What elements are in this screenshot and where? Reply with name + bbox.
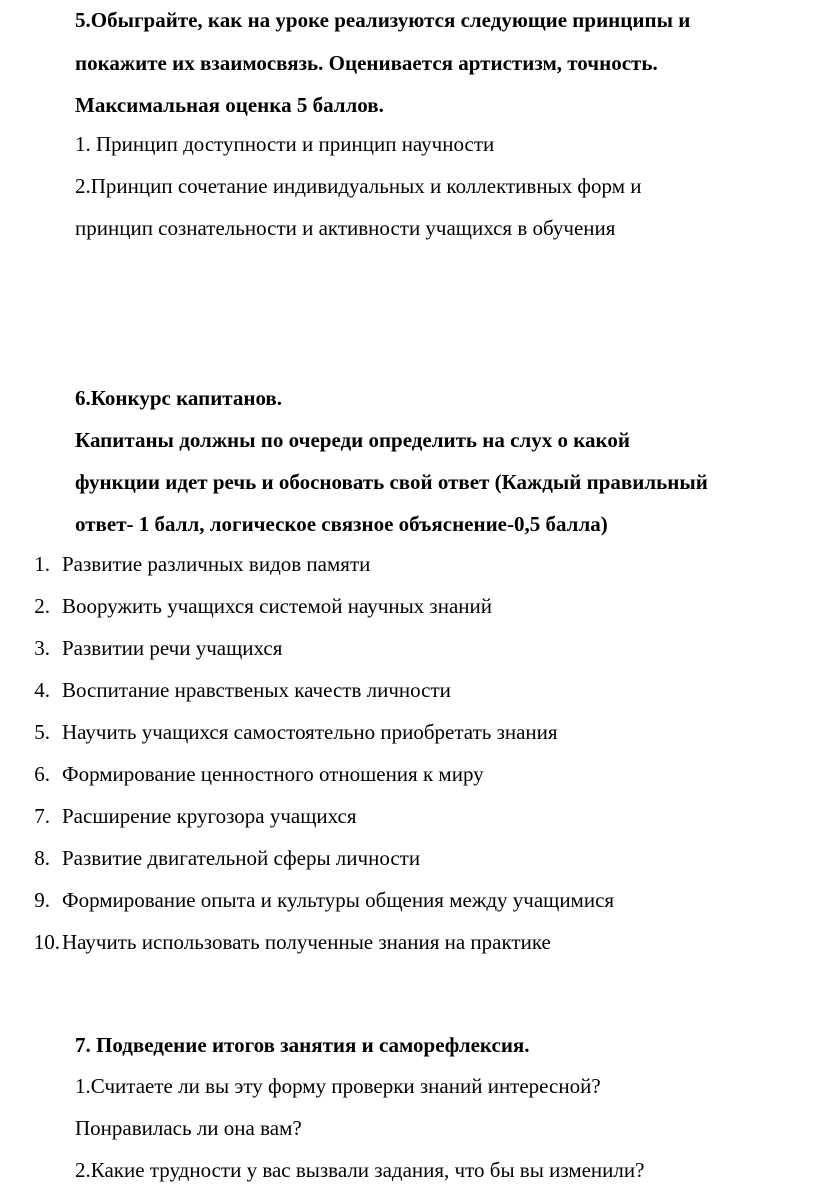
list-item-text: Научить учащихся самостоятельно приобретать знания bbox=[62, 720, 558, 744]
list-item bbox=[0, 635, 282, 661]
section5-heading-line3: Максимальная оценка 5 баллов. bbox=[75, 93, 384, 117]
list-item bbox=[0, 887, 614, 913]
list-item bbox=[0, 593, 492, 619]
section7-question2: 2.Какие трудности у вас вызвали задания, что бы вы изменили? bbox=[75, 1158, 645, 1182]
list-item bbox=[0, 719, 558, 745]
list-item bbox=[0, 803, 357, 829]
section5-item2-line1: 2.Принцип сочетание индивидуальных и коллективных форм и bbox=[75, 174, 642, 198]
section5-item1: 1. Принцип доступности и принцип научности bbox=[75, 132, 495, 156]
list-item-number: 6. bbox=[34, 762, 50, 786]
list-item-number: 2. bbox=[34, 594, 50, 618]
list-item-text: Научить использовать полученные знания на практике bbox=[62, 930, 551, 954]
list-item-text: Развитии речи учащихся bbox=[62, 636, 283, 660]
list-item-text: Развитие двигательной сферы личности bbox=[62, 846, 421, 870]
list-item bbox=[0, 929, 551, 955]
list-item-number: 3. bbox=[34, 636, 50, 660]
list-item bbox=[0, 845, 420, 871]
section6-title: 6.Конкурс капитанов. bbox=[75, 386, 283, 410]
list-item-number: 5. bbox=[34, 720, 50, 744]
section5-item2-line2: принцип сознательности и активности учащихся в обучения bbox=[75, 216, 616, 240]
list-item-text: Расширение кругозора учащихся bbox=[62, 804, 357, 828]
list-item-text: Воспитание нравственых качеств личности bbox=[62, 678, 451, 702]
section6-desc-line2: функции идет речь и обосновать свой ответ (Каждый правильный bbox=[75, 470, 708, 494]
section5-heading-line1: 5.Обыграйте, как на уроке реализуются следующие принципы и bbox=[75, 8, 691, 32]
list-item-number: 8. bbox=[34, 846, 50, 870]
list-item-text: Формирование ценностного отношения к миру bbox=[62, 762, 484, 786]
section7-question1-line2: Понравилась ли она вам? bbox=[75, 1116, 302, 1140]
list-item-text: Вооружить учащихся системой научных знаний bbox=[62, 594, 492, 618]
list-item bbox=[0, 761, 484, 787]
list-item-number: 10. bbox=[33, 930, 60, 954]
section6-desc-line3: ответ- 1 балл, логическое связное объяснение-0,5 балла) bbox=[75, 512, 608, 536]
list-item-number: 4. bbox=[34, 678, 50, 702]
list-item bbox=[0, 551, 370, 577]
list-item-number: 1. bbox=[34, 552, 50, 576]
section5-heading-line2: покажите их взаимосвязь. Оценивается артистизм, точность. bbox=[75, 51, 658, 75]
list-item-text: Формирование опыта и культуры общения между учащимися bbox=[62, 888, 615, 912]
list-item-number: 9. bbox=[34, 888, 50, 912]
list-item bbox=[0, 677, 451, 703]
section7-question1-line1: 1.Считаете ли вы эту форму проверки знаний интересной? bbox=[75, 1074, 601, 1098]
list-item-number: 7. bbox=[34, 804, 50, 828]
section6-desc-line1: Капитаны должны по очереди определить на слух о какой bbox=[75, 428, 630, 452]
section7-title: 7. Подведение итогов занятия и саморефлексия. bbox=[75, 1033, 530, 1057]
list-item-text: Развитие различных видов памяти bbox=[62, 552, 371, 576]
